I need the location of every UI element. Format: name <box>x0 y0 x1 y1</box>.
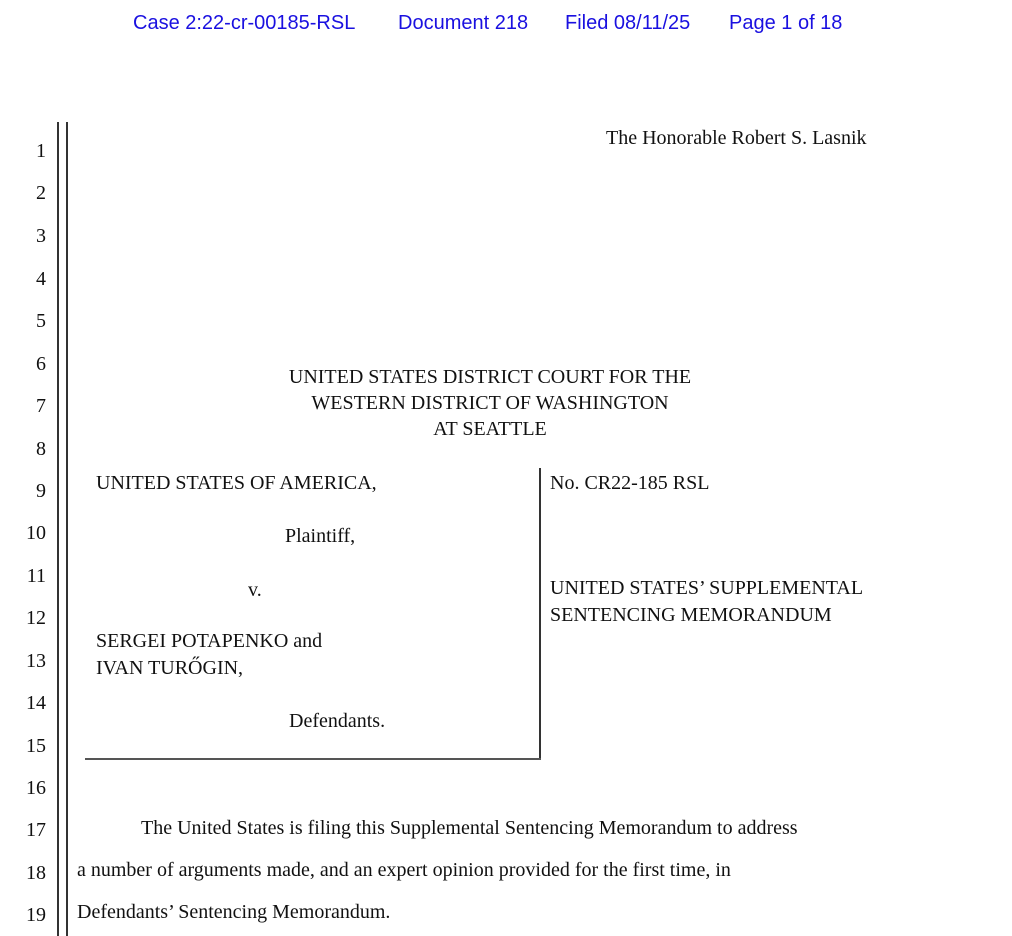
document-title-line-2: SENTENCING MEMORANDUM <box>550 604 832 626</box>
line-number: 7 <box>36 395 46 417</box>
court-heading-line-1: UNITED STATES DISTRICT COURT FOR THE <box>288 366 692 388</box>
line-number: 14 <box>26 692 46 714</box>
line-number: 2 <box>36 182 46 204</box>
defendant-label: Defendants. <box>289 710 386 732</box>
line-number: 15 <box>26 735 46 757</box>
court-heading-line-2: WESTERN DISTRICT OF WASHINGTON <box>311 392 669 414</box>
document-title-line-1: UNITED STATES’ SUPPLEMENTAL <box>550 577 864 599</box>
filed-date-header: Filed 08/11/25 <box>565 12 691 34</box>
caption-divider-vertical <box>539 468 541 760</box>
body-line-3: Defendants’ Sentencing Memorandum. <box>77 901 391 923</box>
left-margin-rule-outer <box>57 122 59 936</box>
page-count-header: Page 1 of 18 <box>729 12 843 34</box>
line-number: 10 <box>26 522 46 544</box>
defendant-line-2: IVAN TURŐGIN, <box>96 657 244 679</box>
ecf-header <box>0 12 1012 42</box>
body-line-1: The United States is filing this Supplemental Sentencing Memorandum to address <box>141 817 798 839</box>
line-number: 8 <box>36 438 46 460</box>
plaintiff-label: Plaintiff, <box>285 525 356 547</box>
defendant-line-1: SERGEI POTAPENKO and <box>96 630 323 652</box>
document-number-header: Document 218 <box>398 12 529 34</box>
body-line-2: a number of arguments made, and an expert opinion provided for the first time, in <box>77 859 731 881</box>
line-number: 9 <box>36 480 46 502</box>
line-number: 16 <box>26 777 46 799</box>
line-number: 5 <box>36 310 46 332</box>
line-number: 19 <box>26 904 46 926</box>
left-margin-rule-inner <box>66 122 68 936</box>
line-number: 13 <box>26 650 46 672</box>
line-number: 1 <box>36 140 46 162</box>
line-number: 11 <box>26 565 46 587</box>
line-number: 18 <box>26 862 46 884</box>
court-heading-line-3: AT SEATTLE <box>433 418 547 440</box>
plaintiff-name: UNITED STATES OF AMERICA, <box>96 472 377 494</box>
case-number: No. CR22-185 RSL <box>550 472 710 494</box>
versus: v. <box>248 579 262 601</box>
line-number: 12 <box>26 607 46 629</box>
line-number: 17 <box>26 819 46 841</box>
judge-name: The Honorable Robert S. Lasnik <box>606 127 867 149</box>
caption-divider-horizontal <box>85 758 541 760</box>
line-number: 6 <box>36 353 46 375</box>
line-number: 3 <box>36 225 46 247</box>
case-number-header: Case 2:22-cr-00185-RSL <box>133 12 356 34</box>
line-number: 4 <box>36 268 46 290</box>
